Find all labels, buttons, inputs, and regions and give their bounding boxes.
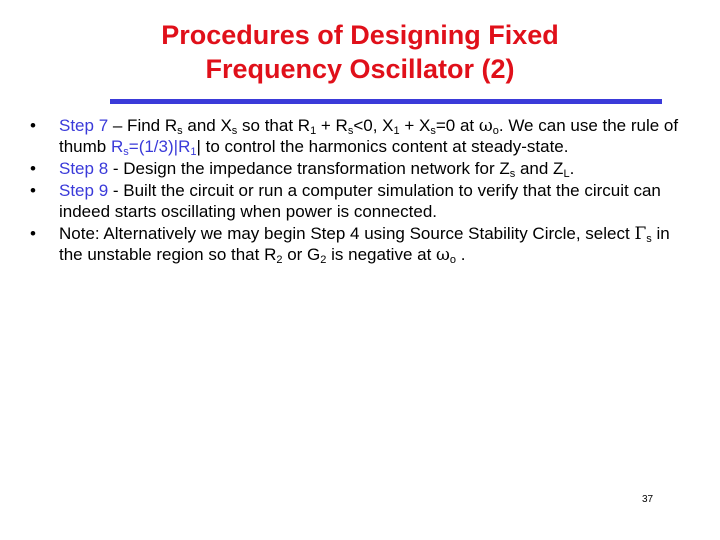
step-7-label: Step 7 <box>59 116 109 135</box>
subscript: s <box>123 145 129 158</box>
gamma-symbol: Γ <box>634 224 647 245</box>
subscript: s <box>347 125 354 137</box>
bullet-marker: • <box>30 159 36 179</box>
omega-symbol: ω <box>436 245 450 266</box>
page-number: 37 <box>642 494 654 505</box>
step-8-text: - Design the impedance transformation network for Z <box>108 159 510 179</box>
bullet-list <box>30 116 680 268</box>
step-7-text: . We can use the rule of thumb <box>59 116 679 156</box>
note-text: in the unstable region so that R <box>59 224 670 265</box>
subscript: o <box>449 254 457 267</box>
step-7-text: to control the harmonics content at steady-state. <box>200 136 569 156</box>
slide-title-line-1: Procedures of Designing Fixed <box>161 20 559 50</box>
step-9-label: Step 9 <box>59 181 109 201</box>
subscript: s <box>177 125 183 137</box>
bullet-note <box>30 224 680 266</box>
subscript: s <box>231 125 238 137</box>
bullet-marker: • <box>30 116 36 135</box>
step-7-text: =0 at <box>435 116 479 135</box>
step-7-text: – Find R <box>108 116 178 135</box>
rule-of-thumb-bar: | <box>196 136 201 156</box>
step-7-text: <0, X <box>353 116 394 135</box>
subscript: 1 <box>393 125 400 137</box>
subscript: L <box>563 168 570 181</box>
omega-symbol: ω <box>478 116 493 136</box>
subscript: 1 <box>190 145 197 158</box>
subscript: s <box>509 168 516 181</box>
step-7-text: + R <box>316 116 348 135</box>
subscript: 2 <box>276 254 283 267</box>
step-7-text: and X <box>182 116 232 135</box>
step-8-text: . <box>569 159 575 179</box>
note-text: or G <box>282 245 321 265</box>
subscript: o <box>492 125 499 137</box>
step-8-label: Step 8 <box>59 159 109 179</box>
title-divider <box>110 99 662 104</box>
step-7-text: so that R <box>237 116 311 135</box>
step-8-text: and Z <box>515 159 564 179</box>
subscript: s <box>646 233 652 246</box>
step-7-text: + X <box>399 116 431 135</box>
slide-title-line-2: Frequency Oscillator (2) <box>205 54 515 84</box>
slide-title <box>60 18 660 86</box>
bullet-step-9 <box>30 181 680 223</box>
subscript: 1 <box>310 125 317 137</box>
bullet-step-7 <box>30 116 680 158</box>
bullet-marker: • <box>30 224 36 244</box>
note-text: . <box>456 245 466 265</box>
rule-of-thumb-equation: =(1/3)|R <box>128 136 191 156</box>
subscript: s <box>430 125 436 137</box>
bullet-step-8 <box>30 159 680 180</box>
step-9-text: - Built the circuit or run a computer simulation to verify that the circuit can indeed starts oscillating when power is connected. <box>59 181 661 222</box>
rule-of-thumb-r: R <box>110 136 124 156</box>
note-text: is negative at <box>326 245 437 265</box>
subscript: 2 <box>320 254 327 267</box>
bullet-marker: • <box>30 181 36 201</box>
note-text: Note: Alternatively we may begin Step 4 using Source Stability Circle, select <box>59 224 635 244</box>
